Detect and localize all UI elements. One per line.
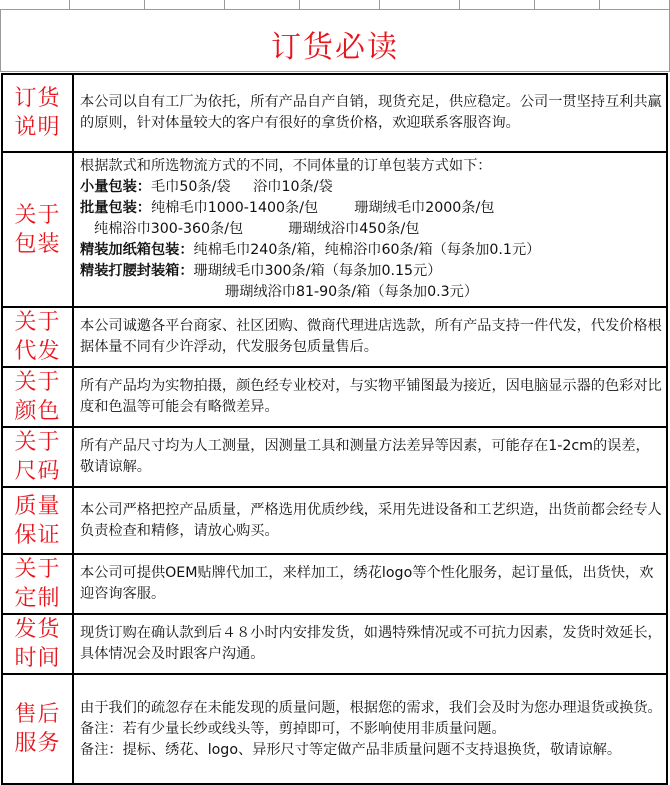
top-grid-strip	[0, 0, 670, 10]
row-shipping-time	[2, 614, 667, 674]
packaging-batch-title: 批量包装：	[80, 200, 151, 216]
row-content: 所有产品均为实物拍摄，颜色经专业校对，与实物平铺图最为接近，因电脑显示器的色彩对比度和色温等可能会有略微差异。	[73, 367, 667, 427]
grid-cell	[600, 0, 670, 10]
row-quality	[2, 487, 667, 554]
title-area	[0, 10, 670, 72]
grid-cell	[380, 0, 460, 10]
row-label: 关于代发	[2, 307, 73, 367]
row-content: 所有产品尺寸均为人工测量，因测量工具和测量方法差异等因素，可能存在1-2cm的误差，敬请谅解。	[73, 427, 667, 487]
packaging-small	[80, 177, 662, 198]
row-label: 质量保证	[2, 487, 73, 554]
grid-cell	[145, 0, 225, 10]
grid-cell	[300, 0, 380, 10]
row-content: 本公司以自有工厂为依托，所有产品自产自销，现货充足，供应稳定。公司一贯坚持互利共赢的原则，针对体量较大的客户有很好的拿货价格，欢迎联系客服咨询。	[73, 74, 667, 152]
packaging-small-text: 毛巾50条/袋 浴巾10条/袋	[150, 179, 333, 195]
grid-cell	[535, 0, 600, 10]
packaging-batch-text-2: 纯棉浴巾300-360条/包 珊瑚绒浴巾450条/包	[94, 221, 420, 237]
packaging-strap	[80, 261, 662, 282]
row-order-notes	[2, 74, 667, 152]
row-label: 关于尺码	[2, 427, 73, 487]
grid-cell	[70, 0, 145, 10]
grid-cell	[460, 0, 535, 10]
packaging-batch-text-1: 纯棉毛巾1000-1400条/包 珊瑚绒毛巾2000条/包	[150, 200, 495, 216]
grid-cell	[0, 0, 70, 10]
packaging-carton-text: 纯棉毛巾240条/箱，纯棉浴巾60条/箱（每条加0.1元）	[193, 242, 541, 258]
packaging-intro: 根据款式和所选物流方式的不同，不同体量的订单包装方式如下：	[80, 158, 492, 174]
grid-cell	[225, 0, 300, 10]
packaging-batch-line-2	[80, 219, 662, 240]
after-sales-text-1: 由于我们的疏忽存在未能发现的质量问题，根据您的需求，我们会及时为您办理退货或换货。备注：若有少量长纱或线头等，剪掉即可，不影响使用非质量问题。	[80, 699, 662, 737]
row-content: 现货订购在确认款到后４８小时内安排发货，如遇特殊情况或不可抗力因素，发货时效延长，具体情况会及时跟客户沟通。	[73, 614, 667, 674]
row-dropship	[2, 307, 667, 367]
packaging-batch	[80, 198, 662, 219]
packaging-strap-text-2: 珊瑚绒浴巾81-90条/箱（每条加0.3元）	[225, 284, 479, 300]
row-content	[73, 674, 667, 784]
row-color	[2, 367, 667, 427]
row-customize	[2, 554, 667, 614]
row-label: 关于定制	[2, 554, 73, 614]
packaging-carton-title: 精装加纸箱包装：	[80, 242, 194, 258]
packaging-small-title: 小量包装：	[80, 179, 151, 195]
row-content: 本公司严格把控产品质量，严格选用优质纱线，采用先进设备和工艺织造，出货前都会经专人负责检查和精修，请放心购买。	[73, 487, 667, 554]
row-label: 发货时间	[2, 614, 73, 674]
packaging-strap-line-2	[80, 282, 662, 303]
packaging-carton	[80, 240, 662, 261]
row-content	[73, 152, 667, 307]
row-label: 关于包装	[2, 152, 73, 307]
row-content: 本公司诚邀各平台商家、社区团购、微商代理进店选款，所有产品支持一件代发，代发价格根据体量不同有少许浮动，代发服务包质量售后。	[73, 307, 667, 367]
row-label: 关于颜色	[2, 367, 73, 427]
page-title: 订货必读	[271, 30, 399, 65]
row-after-sales	[2, 674, 667, 784]
packaging-strap-title: 精装打腰封装箱：	[80, 263, 194, 279]
row-size	[2, 427, 667, 487]
row-label: 订货说明	[2, 74, 73, 152]
notice-table	[1, 73, 668, 785]
packaging-strap-text-1: 珊瑚绒毛巾300条/箱（每条加0.15元）	[193, 263, 442, 279]
row-packaging	[2, 152, 667, 307]
row-content: 本公司可提供OEM贴牌代加工，来样加工，绣花logo等个性化服务，起订量低，出货快，欢迎咨询客服。	[73, 554, 667, 614]
row-label: 售后服务	[2, 674, 73, 784]
after-sales-text-2: 备注：提标、绣花、logo、异形尺寸等定做产品非质量问题不支持退换货，敬请谅解。	[80, 741, 622, 758]
